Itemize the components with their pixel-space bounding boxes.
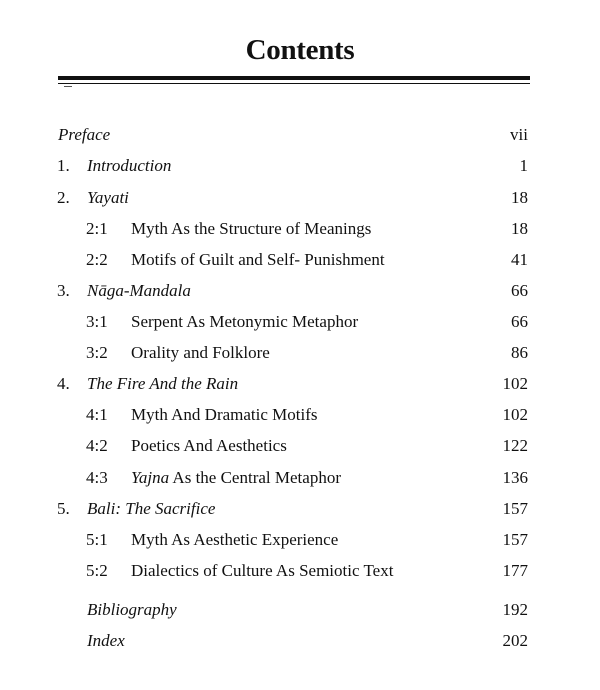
toc-entry-title: Introduction [87, 156, 172, 175]
toc-entry-title: Bali: The Sacrifice [87, 499, 216, 518]
toc-entry-number: 3. [57, 281, 70, 300]
toc-entry-page: 102 [502, 405, 528, 424]
toc-entry-title: Orality and Folklore [131, 343, 270, 362]
toc-entry-bibliography [0, 598, 600, 622]
toc-entry-number: 4:3 [86, 468, 108, 487]
toc-entry-index [0, 629, 600, 653]
toc-entry-title: Myth As Aesthetic Experience [131, 530, 339, 549]
toc-entry-page: 122 [502, 436, 528, 455]
toc-entry-title: The Fire And the Rain [87, 374, 239, 393]
toc-entry-number: 2:1 [86, 219, 108, 238]
toc-entry-page: 202 [502, 631, 528, 650]
toc-section-5-2 [0, 559, 600, 583]
toc-entry-title: Dialectics of Culture As Semiotic Text [131, 561, 394, 580]
toc-chapter-2 [0, 186, 600, 210]
toc-entry-title-rest: As the Central Metaphor [169, 468, 341, 487]
toc-entry-page: 136 [502, 468, 528, 487]
toc-entry-title: Poetics And Aesthetics [131, 436, 287, 455]
toc-section-2-1 [0, 217, 600, 241]
toc-entry-number: 2. [57, 188, 70, 207]
toc-entry-page: 66 [511, 312, 528, 331]
toc-entry-title-emphasis: Yajna [131, 468, 170, 487]
toc-entry-page: 177 [502, 561, 528, 580]
toc-entry-page: 192 [502, 600, 528, 619]
toc-entry-number: 5:1 [86, 530, 108, 549]
toc-entry-title [131, 466, 341, 490]
toc-entry-title: Bibliography [87, 600, 177, 619]
toc-entry-number: 4:2 [86, 436, 108, 455]
toc-entry-number: 4. [57, 374, 70, 393]
toc-entry-title: Index [87, 631, 125, 650]
toc-entry-number: 1. [57, 156, 70, 175]
toc-entry-number: 2:2 [86, 250, 108, 269]
title-rule-mark [64, 86, 72, 87]
toc-section-2-2 [0, 248, 600, 272]
toc-section-4-1 [0, 403, 600, 427]
toc-entry-number: 3:2 [86, 343, 108, 362]
toc-section-5-1 [0, 528, 600, 552]
toc-entry-page: vii [510, 125, 528, 144]
toc-entry-page: 157 [502, 530, 528, 549]
toc-entry-title: Myth As the Structure of Meanings [131, 219, 372, 238]
toc-entry-page: 1 [519, 156, 528, 175]
toc-entry-page: 157 [502, 499, 528, 518]
toc-section-3-2 [0, 341, 600, 365]
toc-entry-page: 18 [511, 219, 528, 238]
toc-entry-page: 66 [511, 281, 528, 300]
toc-entry-title: Yayati [87, 188, 129, 207]
title-rule-thin [58, 83, 530, 84]
page-title: Contents [245, 34, 355, 66]
toc-entry-number: 5:2 [86, 561, 108, 580]
toc-section-4-3 [0, 466, 600, 490]
toc-section-3-1 [0, 310, 600, 334]
toc-entry-number: 4:1 [86, 405, 108, 424]
toc-entry-page: 18 [511, 188, 528, 207]
toc-entry-title: Serpent As Metonymic Metaphor [131, 312, 359, 331]
toc-chapter-3 [0, 279, 600, 303]
toc-entry-title: Preface [58, 125, 111, 144]
toc-section-4-2 [0, 434, 600, 458]
toc-entry-preface [0, 123, 600, 147]
toc-entry-number: 3:1 [86, 312, 108, 331]
toc-chapter-5 [0, 497, 600, 521]
toc-entry-page: 86 [511, 343, 528, 362]
toc-entry-title: Nāga-Mandala [87, 281, 191, 300]
toc-entry-page: 41 [511, 250, 528, 269]
title-rule-thick [58, 76, 530, 80]
toc-chapter-4 [0, 372, 600, 396]
toc-chapter-1 [0, 154, 600, 178]
toc-entry-page: 102 [502, 374, 528, 393]
toc-entry-title: Motifs of Guilt and Self- Punishment [131, 250, 385, 269]
toc-entry-title: Myth And Dramatic Motifs [131, 405, 318, 424]
toc-entry-number: 5. [57, 499, 70, 518]
